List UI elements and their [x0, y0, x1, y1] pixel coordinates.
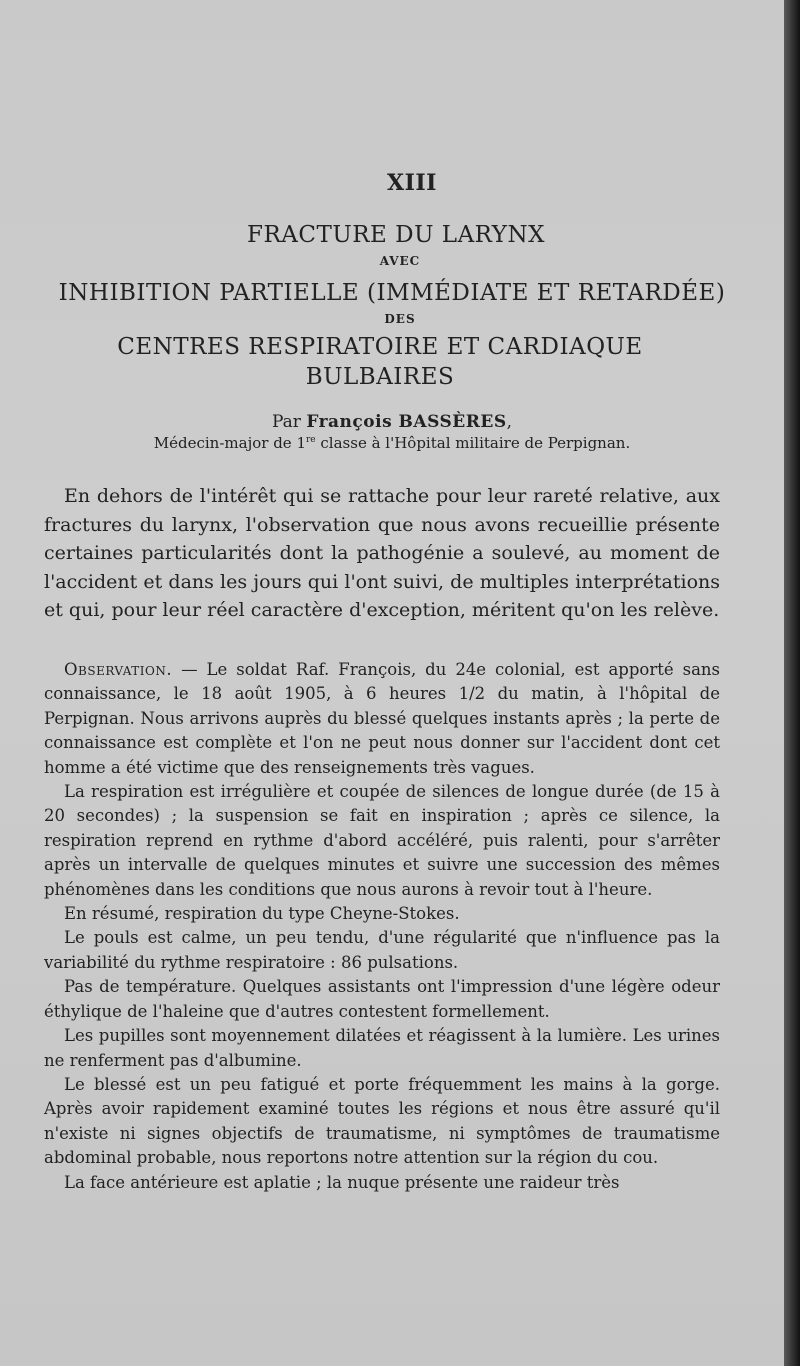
- author-prefix: Par: [271, 412, 307, 432]
- body-paragraph: La face antérieure est aplatie ; la nuque présente une raideur très: [64, 1172, 620, 1192]
- author-name: François BASSÈRES: [306, 412, 507, 432]
- affiliation-superscript: re: [306, 435, 316, 445]
- author-line: [0, 412, 784, 432]
- observation-paragraph: [44, 658, 720, 780]
- title-connector-des: DES: [384, 312, 416, 326]
- body-paragraph: Pas de température. Quelques assistants ont l'impression d'une légère odeur éthylique de l'haleine que d'autres contestent formellement.: [44, 977, 720, 1021]
- author-affiliation: [0, 434, 784, 452]
- observation-label: Observation.: [64, 660, 173, 679]
- affiliation-text-end: classe à l'Hôpital militaire de Perpignan.: [315, 434, 631, 452]
- body-paragraph: La respiration est irrégulière et coupée de silences de longue durée (de 15 à 20 secondes) ; la suspension se fait en inspiration ; après ce silence, la respiration reprend en rythme d'abord accéléré, puis ralenti, pour s'arrêter après un intervalle de quelques minutes et suivre une succession des mêmes phénomènes dans les conditions que nous aurons à revoir tout à l'heure.: [44, 782, 720, 899]
- body-paragraph: Le blessé est un peu fatigué et porte fréquemment les mains à la gorge. Après avoir rapidement examiné toutes les régions et nous être assuré qu'il n'existe ni signes objectifs de traumatisme, ni symptômes de traumatisme abdominal probable, nous reportons notre attention sur la région du cou.: [44, 1074, 720, 1168]
- title-line-3: CENTRES RESPIRATOIRE ET CARDIAQUE: [117, 334, 643, 360]
- title-line-1: FRACTURE DU LARYNX: [247, 222, 545, 248]
- author-suffix: ,: [506, 412, 513, 432]
- body-paragraph: En résumé, respiration du type Cheyne-Stokes.: [64, 904, 460, 924]
- chapter-number: XIII: [387, 170, 437, 196]
- body-paragraph: Les pupilles sont moyennement dilatées et réagissent à la lumière. Les urines ne renferment pas d'albumine.: [44, 1026, 720, 1070]
- title-line-2: INHIBITION PARTIELLE (IMMÉDIATE ET RETARDÉE): [58, 280, 726, 306]
- title-line-4: BULBAIRES: [305, 364, 455, 390]
- intro-paragraph: En dehors de l'intérêt qui se rattache pour leur rareté relative, aux fractures du larynx, l'observation que nous avons recueillie présente certaines particularités dont la pathogénie a soulevé, au moment de l'accident et dans les jours qui l'ont suivi, de multiples interprétations et qui, pour leur réel caractère d'exception, méritent qu'on les relève.: [44, 485, 720, 621]
- observation-text: — Le soldat Raf. François, du 24e colonial, est apporté sans connaissance, le 18 août 1905, à 6 heures 1/2 du matin, à l'hôpital de Perpignan. Nous arrivons auprès du blessé quelques instants après ; la perte de connaissance est complète et l'on ne peut nous donner sur l'accident dont cet homme a été victime que des renseignements très vagues.: [44, 660, 720, 777]
- body-paragraph: Le pouls est calme, un peu tendu, d'une régularité que n'influence pas la variabilité du rythme respiratoire : 86 pulsations.: [44, 928, 720, 972]
- affiliation-text: Médecin-major de 1: [153, 434, 306, 452]
- body-text: [44, 658, 720, 1195]
- title-connector-avec: AVEC: [379, 254, 421, 268]
- page-edge-shadow: [784, 0, 800, 1366]
